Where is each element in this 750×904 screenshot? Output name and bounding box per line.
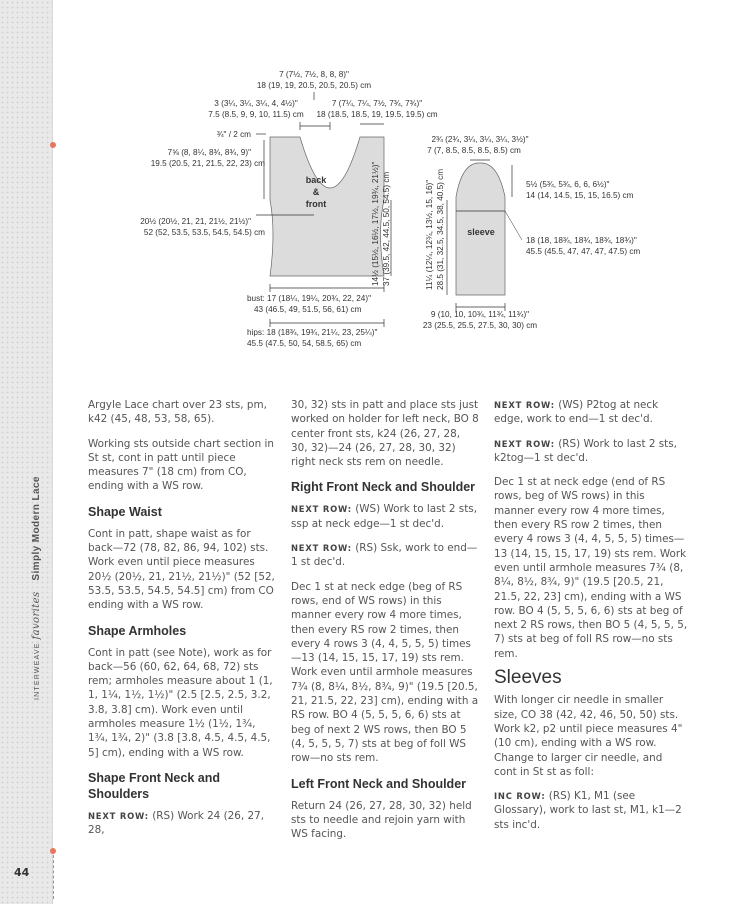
favorites-label: favorites: [31, 591, 42, 640]
paragraph: [494, 398, 688, 427]
top-width-cm: 18 (19, 19, 20.5, 20.5, 20.5) cm: [256, 81, 372, 90]
row-text: (WS) P2tog at neck edge, work to end—1 st dec'd.: [494, 399, 659, 426]
paragraph: [494, 437, 688, 466]
margin-dot: [50, 848, 56, 854]
shoulder-in: 7 (7¼, 7¼, 7½, 7¾, 7¾)": [331, 99, 423, 108]
heading-shape-armholes: Shape Armholes: [88, 623, 187, 638]
bust-cm: 43 (46.5, 49, 51.5, 56, 61) cm: [254, 305, 362, 314]
edge-depth: ¾" / 2 cm: [216, 130, 251, 139]
running-head: [31, 476, 42, 700]
sleeve-cap-in: 5½ (5¾, 5¾, 6, 6, 6½)": [526, 180, 610, 189]
paragraph: [494, 789, 688, 832]
sleeve-top-in: 2¾ (2¾, 3¼, 3¼, 3¼, 3½)": [431, 135, 529, 144]
row-text: (RS) Work to last 2 sts, k2tog—1 st dec'd.: [494, 437, 677, 464]
text-column-3: [494, 398, 688, 842]
neck-width-in: 3 (3¼, 3¼, 3¼, 4, 4½)": [214, 99, 298, 108]
bust-in: bust: 17 (18¼, 19¼, 20¾, 22, 24)": [247, 294, 371, 303]
waist-length-cm: 52 (52, 53.5, 53.5, 54.5, 54.5) cm: [143, 228, 265, 237]
book-title: Simply Modern Lace: [31, 476, 42, 581]
body-label-front: front: [305, 199, 327, 209]
hips-cm: 45.5 (47.5, 50, 54, 58.5, 65) cm: [247, 339, 362, 348]
paragraph: Cont in patt, shape waist as for back—72 (78, 82, 86, 94, 102) sts. Work even until piece measures 20½ (20½, 21, 21½, 21½)" (52 [52, 53.5, 53.5, 54.5, 54.5] cm) from CO ending with a WS row.: [88, 527, 275, 612]
sleeve-upper-cm: 45.5 (45.5, 47, 47, 47, 47.5) cm: [526, 247, 641, 256]
row-label: NEXT ROW:: [291, 504, 352, 515]
sleeve-label: sleeve: [467, 227, 495, 237]
top-width-in: 7 (7½, 7½, 8, 8, 8)": [279, 70, 349, 79]
paragraph: Working sts outside chart section in St st, cont in patt until piece measures 7" (18 cm) from CO, ending with a WS row.: [88, 437, 275, 493]
body-length-in: 14½ (15½, 16½, 17½, 19¾, 21½)": [371, 161, 380, 286]
sleeve-cuff-in: 9 (10, 10, 10¾, 11¾, 11¾)": [430, 310, 530, 319]
paragraph: [291, 541, 479, 570]
row-text: (RS) K1, M1 (see Glossary), work to last st, M1, k1—2 sts inc'd.: [494, 790, 682, 831]
paragraph: Argyle Lace chart over 23 sts, pm, k42 (45, 48, 53, 58, 65).: [88, 399, 267, 426]
body-length-cm: 37 (39.5, 42, 44.5, 50, 54.5) cm: [382, 171, 391, 286]
page-number: 44: [14, 866, 30, 879]
sleeve-length-cm: 28.5 (31, 32.5, 34.5, 38, 40.5) cm: [436, 168, 445, 290]
sleeve-upper-in: 18 (18, 18¾, 18¾, 18¾, 18¾)": [526, 236, 637, 245]
sleeve-top-cm: 7 (7, 8.5, 8.5, 8.5, 8.5) cm: [427, 146, 521, 155]
brand-label: INTERWEAVE: [34, 642, 41, 700]
paragraph: Dec 1 st at neck edge (end of RS rows, beg of WS rows) in this manner every row 4 more times, then every RS row 2 times, then every 4 rows 3 (4, 4, 5, 5, 5) times—13 (14, 15, 15, 17, 19) sts rem. Work even until armhole measures 7¾ (8, 8¼, 8½, 8¾, 9)" (19.5 [20.5, 21, 21.5, 22, 23] cm), ending with a WS row. BO 4 (5, 5, 5, 6, 6) sts at beg of next 2 RS rows, then BO 5 (4, 5, 5, 5, 7) sts at beg of foll RS row—no sts rem.: [494, 476, 688, 660]
paragraph: 30, 32) sts in patt and place sts just worked on holder for left neck, BO 8 center front sts, k24 (26, 27, 28, 30, 32)—24 (26, 27, 28, 30, 32) right neck sts rem on needle.: [291, 399, 479, 469]
heading-shape-waist: Shape Waist: [88, 504, 162, 519]
body-shape: [270, 137, 384, 276]
row-label: INC ROW:: [494, 791, 546, 802]
row-label: NEXT ROW:: [494, 438, 555, 449]
paragraph: Cont in patt (see Note), work as for back—56 (60, 62, 64, 68, 72) sts rem; armholes measure about 1 (1, 1, 1¼, 1½, 1½)" (2.5 [2.5, 2.5, 3.2, 3.8, 3.8] cm). Work even until armholes measure 1½ (1½, 1¾, 1¾, 1¾, 2)" (3.8 [3.8, 4.5, 4.5, 4.5, 5] cm), ending with a WS row.: [88, 646, 273, 759]
waist-length-in: 20½ (20½, 21, 21, 21½, 21½)": [140, 217, 251, 226]
heading-shape-front-neck: Shape Front Neck and Shoulders: [88, 770, 220, 801]
paragraph: [88, 809, 276, 838]
body-label-back: back: [305, 175, 327, 185]
armhole-in: 7⅝ (8, 8¼, 8¾, 8¾, 9)": [167, 148, 251, 157]
paragraph: Dec 1 st at neck edge (beg of RS rows, end of WS rows) in this manner every row 4 more times, then every RS row 2 times, then every 4 rows 3 (4, 4, 5, 5, 5) times—13 (14, 15, 15, 17, 19) sts rem. Work even until armhole measures 7¾ (8, 8¼, 8½, 8¾, 9)" (19.5 [20.5, 21, 21.5, 22, 23] cm), ending with a RS row. BO 4 (5, 5, 5, 6, 6) sts at beg of next 2 WS rows, then BO 5 (4, 5, 5, 5, 7) sts at beg of foll WS row—no sts rem.: [291, 580, 479, 765]
neck-width-cm: 7.5 (8.5, 9, 9, 10, 11.5) cm: [208, 110, 304, 119]
sleeve-cuff-cm: 23 (25.5, 25.5, 27.5, 30, 30) cm: [422, 321, 538, 330]
row-text: (WS) Work to last 2 sts, ssp at neck edge—1 st dec'd.: [291, 503, 478, 530]
armhole-cm: 19.5 (20.5, 21, 21.5, 22, 23) cm: [150, 159, 265, 168]
row-label: NEXT ROW:: [88, 810, 149, 821]
heading-right-front-neck: Right Front Neck and Shoulder: [291, 480, 476, 495]
schematic-diagram: [0, 0, 750, 360]
paragraph: With longer cir needle in smaller size, CO 38 (42, 42, 46, 50, 50) sts. Work k2, p2 until piece measures 4" (10 cm), ending with a WS row. Change to larger cir needle, and cont in St st as foll:: [494, 694, 683, 778]
body-label-amp: &: [312, 187, 320, 197]
row-text: (RS) Work 24 (26, 27, 28,: [88, 809, 264, 837]
shoulder-cm: 18 (18.5, 18.5, 19, 19.5, 19.5) cm: [316, 110, 438, 119]
paragraph: [291, 502, 479, 531]
hips-in: hips: 18 (18¾, 19¾, 21¼, 23, 25¼)": [247, 328, 378, 337]
row-label: NEXT ROW:: [291, 543, 352, 554]
heading-left-front-neck: Left Front Neck and Shoulder: [291, 776, 467, 791]
text-column-2: [291, 398, 479, 851]
paragraph: Return 24 (26, 27, 28, 30, 32) held sts to needle and rejoin yarn with WS facing.: [291, 799, 472, 841]
text-column-1: [88, 398, 276, 848]
row-label: NEXT ROW:: [494, 400, 555, 410]
sleeve-length-in: 11¼ (12¼, 12¾, 13½, 15, 16)": [425, 179, 434, 290]
row-text: (RS) Ssk, work to end—1 st dec'd.: [291, 542, 478, 569]
margin-dashed-line: [53, 855, 54, 899]
sleeve-cap-cm: 14 (14, 14.5, 15, 15, 16.5) cm: [526, 191, 634, 200]
heading-sleeves: Sleeves: [494, 667, 562, 689]
